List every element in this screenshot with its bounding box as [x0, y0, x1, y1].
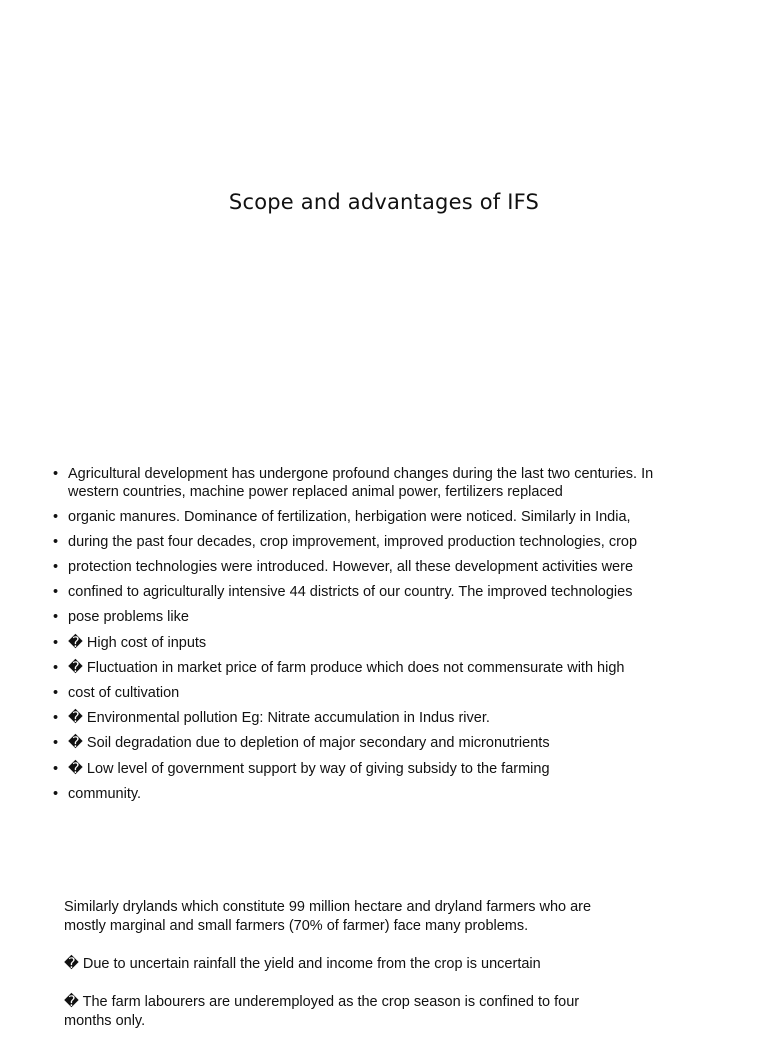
list-item: • cost of cultivation	[50, 685, 690, 703]
list-item: • � Soil degradation due to depletion of major secondary and micronutrients	[50, 735, 690, 753]
list-item: • protection technologies were introduced. However, all these development activities were	[50, 559, 690, 577]
list-item: • organic manures. Dominance of fertilization, herbigation were noticed. Similarly in India,	[50, 509, 690, 527]
list-item: • community.	[50, 786, 690, 804]
paragraph: � Due to uncertain rainfall the yield and income from the crop is uncertain	[64, 956, 541, 972]
list-item: • � Fluctuation in market price of farm produce which does not commensurate with high	[50, 660, 690, 678]
list-item: • � Environmental pollution Eg: Nitrate accumulation in Indus river.	[50, 710, 690, 728]
page-title: Scope and advantages of IFS	[228, 190, 540, 214]
paragraph: � The farm labourers are underemployed as the crop season is confined to four months only.	[64, 994, 580, 1029]
list-item: • � Low level of government support by way of giving subsidy to the farming	[50, 761, 690, 779]
body-text	[64, 898, 624, 1050]
list-item: • Agricultural development has undergone profound changes during the last two centuries. In western countries, machine power replaced animal power, fertilizers replaced	[50, 466, 690, 501]
list-item: • � High cost of inputs	[50, 635, 690, 653]
list-item: • pose problems like	[50, 609, 690, 627]
list-item: • confined to agriculturally intensive 44 districts of our country. The improved technologies	[50, 584, 690, 602]
bullet-list	[50, 466, 690, 811]
paragraph: Similarly drylands which constitute 99 million hectare and dryland farmers who are mostly marginal and small farmers (70% of farmer) face many problems.	[64, 899, 592, 934]
list-item: • during the past four decades, crop improvement, improved production technologies, crop	[50, 534, 690, 552]
